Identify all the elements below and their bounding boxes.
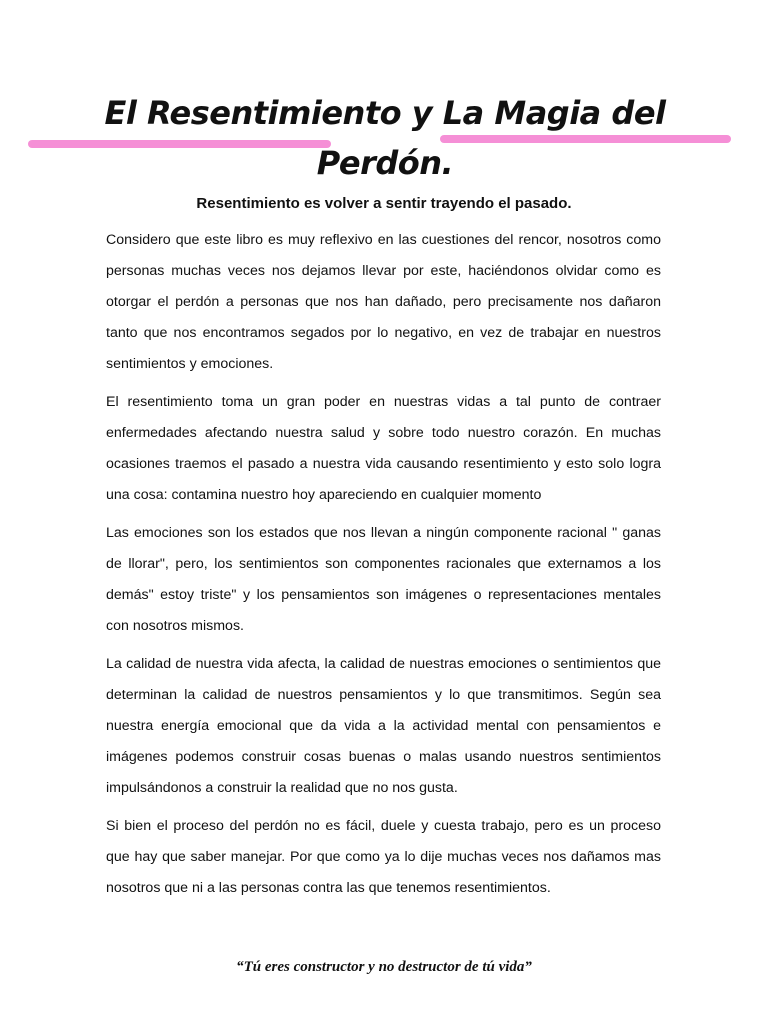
paragraph-5: Si bien el proceso del perdón no es fácil, duele y cuesta trabajo, pero es un proceso que hay que saber manejar. Por que como ya lo dije muchas veces nos dañamos mas nosotros que ni a las personas contra las que tenemos resentimientos. xyxy=(106,818,661,896)
subtitle: Resentimiento es volver a sentir trayendo el pasado. xyxy=(196,195,572,212)
page-title: El Resentimiento y La Magia del Perdón. xyxy=(104,94,666,182)
paragraph-3: Las emociones son los estados que nos llevan a ningún componente racional " ganas de llorar", pero, los sentimientos son componentes racionales que externamos a los demás" estoy triste" y los pensamientos son imágenes o representaciones mentales con nosotros mismos. xyxy=(106,525,661,634)
paragraph-1: Considero que este libro es muy reflexivo en las cuestiones del rencor, nosotros como personas muchas veces nos dejamos llevar por este, haciéndonos olvidar como es otorgar el perdón a personas que nos han dañado, pero precisamente nos dañaron tanto que nos encontramos segados por lo negativo, en vez de trabajar en nuestros sentimientos y emociones. xyxy=(106,232,661,372)
body-text xyxy=(106,225,661,911)
paragraph-2: El resentimiento toma un gran poder en nuestras vidas a tal punto de contraer enfermedades afectando nuestra salud y sobre todo nuestro corazón. En muchas ocasiones traemos el pasado a nuestra vida causando resentimiento y esto solo logra una cosa: contamina nuestro hoy apareciendo en cualquier momento xyxy=(106,394,661,503)
closing-quote: “Tú eres constructor y no destructor de tú vida” xyxy=(236,959,532,975)
paragraph-4: La calidad de nuestra vida afecta, la calidad de nuestras emociones o sentimientos que determinan la calidad de nuestros pensamientos y lo que transmitimos. Según sea nuestra energía emocional que da vida a la actividad mental con pensamientos e imágenes podemos construir cosas buenas o malas usando nuestros sentimientos impulsándonos a construir la realidad que no nos gusta. xyxy=(106,656,661,796)
